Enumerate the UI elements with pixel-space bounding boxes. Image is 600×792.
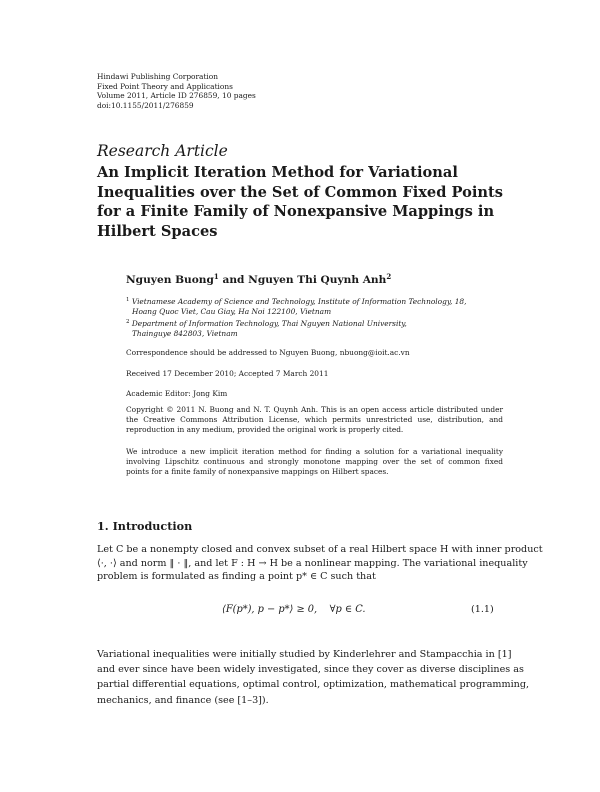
affiliation-number: 1 bbox=[126, 297, 130, 303]
equation: ⟨F(p*), p − p*⟩ ≥ 0, ∀p ∈ C. bbox=[222, 604, 366, 615]
author-list bbox=[126, 272, 391, 286]
affiliation-number: 2 bbox=[126, 319, 130, 325]
copyright-line: the Creative Commons Attribution License, which permits unrestricted use, distribution, and bbox=[126, 415, 503, 424]
paragraph-line: ⟨·, ·⟩ and norm ‖ · ‖, and let F : H → H be a nonlinear mapping. The variational inequality bbox=[97, 557, 528, 569]
paragraph-line: mechanics, and finance (see [1–3]). bbox=[97, 694, 269, 706]
copyright-notice bbox=[126, 405, 503, 435]
title-line: Inequalities over the Set of Common Fixed Points bbox=[97, 183, 503, 201]
author-name: Nguyen Thi Quynh Anh bbox=[248, 274, 387, 286]
author-connector: and bbox=[218, 274, 249, 286]
affiliation: $^1$ Vietnamese Academy of Science and Technology, Institute of Information Technology, 18, bbox=[126, 297, 467, 306]
abstract-line: involving Lipschitz continuous and strongly monotone mapping over the set of common fixed bbox=[126, 457, 503, 466]
title-line: An Implicit Iteration Method for Variational bbox=[97, 164, 458, 181]
affiliation-continuation: Hoang Quoc Viet, Cau Giay, Ha Noi 122100, Vietnam bbox=[132, 307, 332, 316]
affiliation-continuation: Thainguye 842803, Vietnam bbox=[132, 329, 238, 338]
publisher: Hindawi Publishing Corporation bbox=[97, 72, 218, 81]
correspondence: Correspondence should be addressed to Nguyen Buong, nbuong@ioit.ac.vn bbox=[126, 348, 410, 357]
body-paragraph bbox=[97, 647, 530, 708]
copyright-line: reproduction in any medium, provided the original work is properly cited. bbox=[126, 425, 404, 434]
doi[interactable]: doi:10.1155/2011/276859 bbox=[97, 100, 194, 110]
article-type: Research Article bbox=[97, 142, 228, 160]
copyright-line: Copyright © 2011 N. Buong and N. T. Quynh Anh. This is an open access article distributed under bbox=[126, 405, 503, 414]
article-title bbox=[97, 163, 503, 241]
affiliation-marker: 1 bbox=[213, 272, 219, 281]
paragraph-line: problem is formulated as finding a point p* ∈ C such that bbox=[97, 571, 376, 583]
paragraph-line: Let C be a nonempty closed and convex subset of a real Hilbert space H with inner product bbox=[97, 544, 543, 555]
title-line: Hilbert Spaces bbox=[97, 222, 218, 240]
title-line: for a Finite Family of Nonexpansive Mappings in bbox=[97, 203, 495, 220]
equation-number: (1.1) bbox=[471, 604, 494, 615]
journal-name: Fixed Point Theory and Applications bbox=[97, 81, 233, 91]
author-name: Nguyen Buong bbox=[126, 274, 214, 286]
affiliations bbox=[126, 295, 466, 339]
intro-paragraph bbox=[97, 543, 543, 584]
affiliation-marker: 2 bbox=[386, 272, 392, 281]
paragraph-line: and ever since have been widely investigated, since they cover as diverse disciplines as bbox=[97, 664, 524, 676]
journal-header bbox=[97, 72, 256, 110]
paragraph-line: partial differential equations, optimal control, optimization, mathematical programming, bbox=[97, 679, 530, 691]
volume-info: Volume 2011, Article ID 276859, 10 pages bbox=[97, 91, 256, 101]
received-accepted-dates: Received 17 December 2010; Accepted 7 March 2011 bbox=[126, 369, 329, 378]
section-heading: 1. Introduction bbox=[97, 519, 193, 533]
abstract-line: We introduce a new implicit iteration method for finding a solution for a variational inequality bbox=[126, 447, 503, 456]
abstract-line: points for a finite family of nonexpansive mappings on Hilbert spaces. bbox=[126, 467, 389, 476]
academic-editor: Academic Editor: Jong Kim bbox=[126, 389, 228, 398]
affiliation: $^2$ Department of Information Technology, Thai Nguyen National University, bbox=[126, 319, 407, 328]
abstract bbox=[126, 447, 503, 477]
paragraph-line: Variational inequalities were initially studied by Kinderlehrer and Stampacchia in [1] bbox=[97, 649, 512, 660]
